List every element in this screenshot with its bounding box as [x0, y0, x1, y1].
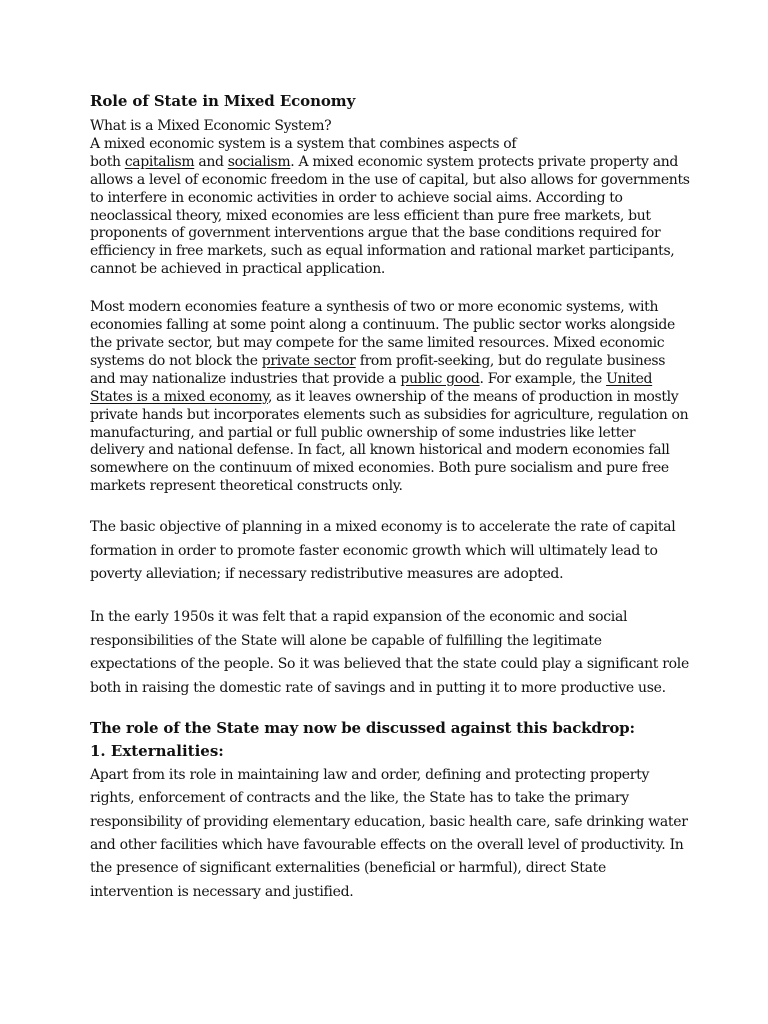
paragraph-externalities: Apart from its role in maintaining law and order, defining and protecting property rights, enforcement of contracts and the like, the State has to take the primary responsibility of providing elementary education, basic health care, safe drinking water and other facilities which have favourable effects on the overall level of productivity. In the presence of significant externalities (beneficial or harmful), direct State intervention is necessary and justified.: [90, 766, 688, 900]
document-title: Role of State in Mixed Economy: [90, 92, 356, 110]
link-private-sector[interactable]: private sector: [261, 352, 356, 369]
document-body: [90, 92, 690, 904]
link-united-states-mixed-economy[interactable]: United States is a mixed economy: [90, 370, 653, 405]
subheading-externalities: 1. Externalities:: [90, 742, 224, 761]
link-socialism[interactable]: socialism: [227, 153, 291, 170]
paragraph-definition-text-d: . A mixed economic system protects private property and allows a level of economic freedom in the use of capital, but also allows for governments to interfere in economic activities in order to achieve social aims. According to neoclassical theory, mixed economies are less efficient than pure free markets, but proponents of government interventions argue that the base conditions required for efficiency in free markets, such as equal information and rational market participants, cannot be achieved in practical application.: [90, 153, 690, 278]
section-question: What is a Mixed Economic System?: [90, 118, 332, 134]
paragraph-definition-text-c: and: [194, 153, 228, 170]
link-capitalism[interactable]: capitalism: [124, 153, 195, 170]
paragraph-definition: [90, 136, 690, 279]
link-public-good[interactable]: public good: [400, 370, 480, 387]
paragraph-definition-line1: A mixed economic system is a system that combines aspects of: [90, 135, 517, 152]
paragraph-early-1950s: In the early 1950s it was felt that a rapid expansion of the economic and social responsibilities of the State will alone be capable of fulfilling the legitimate expectations of the people. So it was believed that the state could play a significant role both in raising the domestic rate of savings and in putting it to more productive use.: [90, 609, 689, 696]
paragraph-modern-economies: [90, 299, 690, 496]
paragraph-modern-text-a: Most modern economies feature a synthesis of two or more economic systems, with economies falling at some point along a continuum. The public sector works alongside the private sector, but may compete for the same limited resources. Mixed economic systems do not block the: [90, 299, 675, 369]
section-heading-role-of-state: The role of the State may now be discussed against this backdrop:: [90, 718, 635, 737]
paragraph-modern-text-c: . For example, the: [479, 370, 607, 387]
paragraph-definition-text-b: both: [90, 153, 125, 170]
paragraph-modern-text-d: , as it leaves ownership of the means of production in mostly private hands but incorporates elements such as subsidies for agriculture, regulation on manufacturing, and partial or full public ownership of some industries like letter delivery and national defense. In fact, all known historical and modern economies fall somewhere on the continuum of mixed economies. Both pure socialism and pure free markets represent theoretical constructs only.: [90, 388, 689, 495]
paragraph-planning-objective: The basic objective of planning in a mixed economy is to accelerate the rate of capital formation in order to promote faster economic growth which will ultimately lead to poverty alleviation; if necessary redistributive measures are adopted.: [90, 519, 676, 582]
paragraph-modern-text-b: from profit-seeking, but do regulate business and may nationalize industries that provide a: [90, 352, 666, 387]
